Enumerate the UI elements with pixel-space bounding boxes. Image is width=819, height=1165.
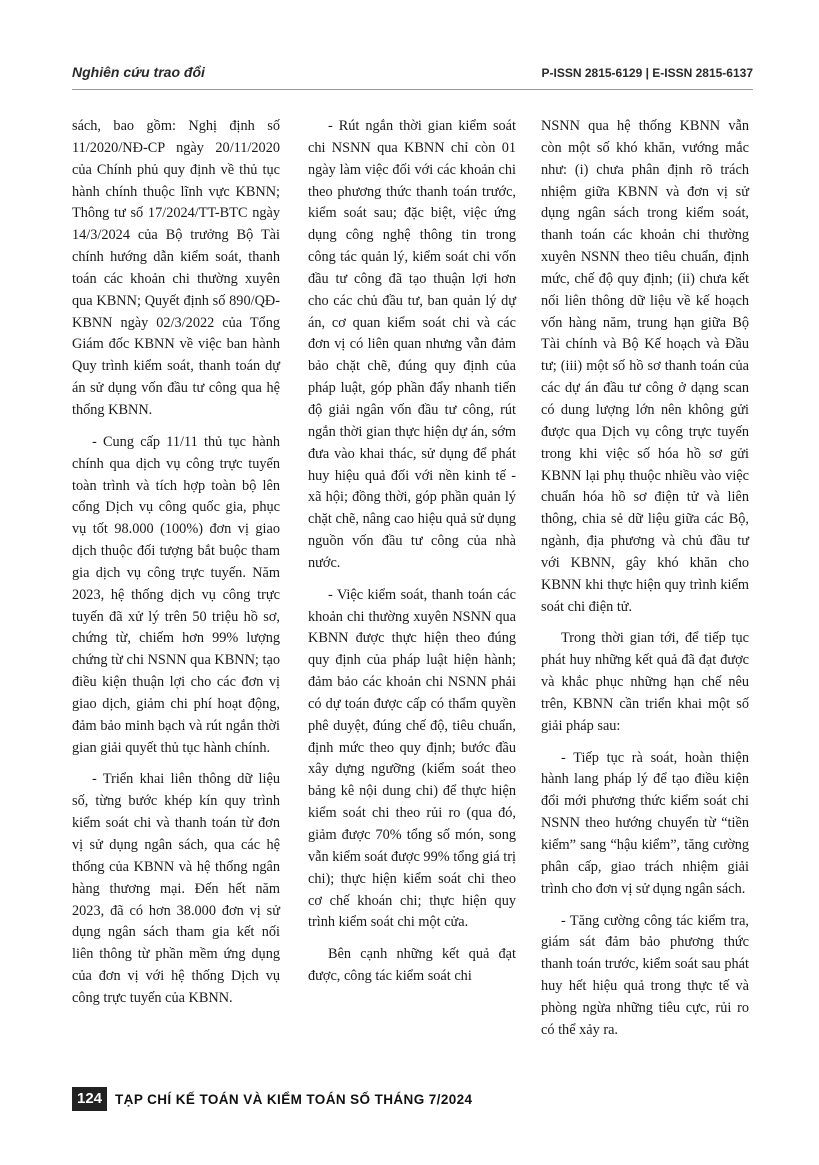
paragraph: - Tăng cường công tác kiểm tra, giám sát đảm bảo phương thức thanh toán trước, kiểm soát sau phát huy hết hiệu quả trong thực tế và phòng ngừa những tiêu cực, rủi ro có thể xảy ra. <box>541 912 749 1038</box>
paragraph: - Việc kiểm soát, thanh toán các khoản chi thường xuyên NSNN qua KBNN được thực hiện theo đúng quy định của pháp luật hiện hành; đảm bảo các khoản chi NSNN phải có dự toán được cấp có thẩm quyền phê duyệt, đúng chế độ, tiêu chuẩn, định mức theo quy định; bước đầu xây dựng ngưỡng (kiểm soát theo bảng kê nội dung chi) để thực hiện kiểm soát chi theo rủi ro (qua đó, giảm được 70% tổng số món, song vẫn kiểm soát được 99% tổng giá trị chi); thực hiện kiểm soát chi theo cơ chế khoán chi; thực hiện quy trình kiểm soát chi một cửa. <box>308 586 516 931</box>
paragraph: - Rút ngắn thời gian kiểm soát chi NSNN qua KBNN chỉ còn 01 ngày làm việc đối với các khoản chi theo phương thức thanh toán trước, kiểm soát sau; đặc biệt, việc ứng dụng công nghệ thông tin trong công tác quản lý, kiểm soát chi vốn đầu tư công đã tạo thuận lợi hơn cho các chủ đầu tư, ban quản lý dự án, cơ quan kiểm soát chi và các đơn vị có liên quan nhưng vẫn đảm bảo chặt chẽ, đúng quy định của pháp luật, góp phần đẩy nhanh tiến độ giải ngân vốn đầu tư công, rút ngắn thời gian thực hiện dự án, sớm đưa vào khai thác, sử dụng để phát huy hiệu quả đối với nền kinh tế - xã hội; đồng thời, góp phần quản lý chặt chẽ, nâng cao hiệu quả sử dụng nguồn vốn đầu tư công của nhà nước. <box>308 118 516 571</box>
text-column-1 <box>72 116 280 1020</box>
journal-title: TẠP CHÍ KẾ TOÁN VÀ KIỂM TOÁN SỐ THÁNG 7/2024 <box>115 1091 473 1107</box>
section-title: Nghiên cứu trao đổi <box>72 64 205 80</box>
paragraph: - Tiếp tục rà soát, hoàn thiện hành lang pháp lý để tạo điều kiện đổi mới phương thức kiểm soát chi NSNN theo hướng chuyển từ “tiền kiểm” sang “hậu kiểm”, tăng cường phân cấp, giao trách nhiệm giải trình cho đơn vị sử dụng ngân sách. <box>541 749 749 897</box>
paragraph: - Triển khai liên thông dữ liệu số, từng bước khép kín quy trình kiểm soát chi và thanh toán từ đơn vị sử dụng ngân sách, qua các hệ thống của KBNN và hệ thống ngân hàng thương mại. Đến hết năm 2023, đã có hơn 38.000 đơn vị sử dụng ngân sách tham gia kết nối liên thông từ phần mềm ứng dụng của đơn vị với hệ thống Dịch vụ công trực tuyến của KBNN. <box>72 771 280 1006</box>
paragraph: Bên cạnh những kết quả đạt được, công tác kiểm soát chi <box>308 946 516 985</box>
paragraph: NSNN qua hệ thống KBNN vẫn còn một số khó khăn, vướng mắc như: (i) chưa phân định rõ trách nhiệm giữa KBNN và đơn vị sử dụng ngân sách trong kiểm soát, thanh toán các khoản chi thường xuyên NSNN theo tiêu chuẩn, định mức, chế độ quy định; (ii) chưa kết nối liên thông dữ liệu về kế hoạch vốn hàng năm, trung hạn giữa Bộ Tài chính và Bộ Kế hoạch và Đầu tư; (iii) một số hồ sơ thanh toán của các dự án đầu tư công ở dạng scan có dung lượng lớn nên không gửi được qua Dịch vụ công trực tuyến trong khi việc số hóa hồ sơ gửi KBNN lại phụ thuộc nhiều vào việc chuẩn hóa hồ sơ điện tử và liên thông, chia sẻ dữ liệu giữa các Bộ, ngành, địa phương và chủ đầu tư với KBNN, gây khó khăn cho KBNN khi thực hiện quy trình kiểm soát chi điện tử. <box>541 118 749 615</box>
paragraph: sách, bao gồm: Nghị định số 11/2020/NĐ-CP ngày 20/11/2020 của Chính phủ quy định về thủ tục hành chính thuộc lĩnh vực KBNN; Thông tư số 17/2024/TT-BTC ngày 14/3/2024 của Bộ trưởng Bộ Tài chính hướng dẫn kiểm soát, thanh toán các khoản chi thường xuyên qua KBNN; Quyết định số 890/QĐ-KBNN ngày 02/3/2022 của Tổng Giám đốc KBNN về việc ban hành Quy trình kiểm soát, thanh toán dự án sử dụng vốn đầu tư công qua hệ thống KBNN. <box>72 118 280 418</box>
paragraph: Trong thời gian tới, để tiếp tục phát huy những kết quả đã đạt được và khắc phục những hạn chế nêu trên, KBNN cần triển khai một số giải pháp sau: <box>541 630 749 734</box>
paragraph: - Cung cấp 11/11 thủ tục hành chính qua dịch vụ công trực tuyến toàn trình và tích hợp toàn bộ lên cổng Dịch vụ công quốc gia, phục vụ tốt 98.000 (100%) đơn vị giao dịch thuộc đối tượng bắt buộc tham gia dịch vụ công trực tuyến. Năm 2023, hệ thống dịch vụ công trực tuyến đã xử lý trên 50 triệu hồ sơ, chứng từ, chiếm hơn 99% lượng chứng từ chi NSNN qua KBNN; tạo điều kiện thuận lợi cho các đơn vị giao dịch, giảm chi phí hoạt động, đảm bảo minh bạch và rút ngắn thời gian giải quyết thủ tục hành chính. <box>72 433 280 756</box>
issn-label: P-ISSN 2815-6129 | E-ISSN 2815-6137 <box>541 66 753 80</box>
page-footer <box>72 1085 472 1113</box>
header-divider <box>72 89 753 90</box>
page-number: 124 <box>72 1087 107 1111</box>
text-column-3 <box>541 116 749 1052</box>
text-column-2 <box>308 116 516 998</box>
